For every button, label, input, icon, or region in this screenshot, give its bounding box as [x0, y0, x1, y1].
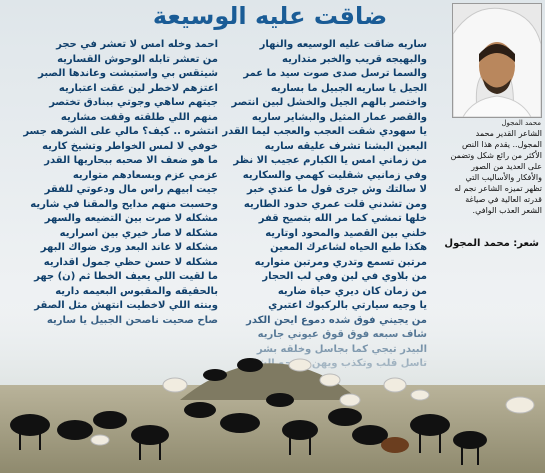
poem-line: هكذا طبع الحياه لشاعرك المعين	[270, 242, 427, 253]
poem-line: واختصر بالهم الجيل والخشل لبين انتصر	[231, 97, 427, 108]
poem-line: مشكله لا حسن حظي جمول اقداريه	[43, 256, 218, 268]
photo-caption: محمد المجول	[501, 119, 541, 127]
poem-line: من تعشر تابله الوحوش القساريه	[57, 53, 218, 65]
poem-line: انتشره .. كيف؟ مالي على الشرهه جسر	[23, 126, 218, 137]
poem-line: خلها تمشي كما مر الله بتصيح قفر	[258, 213, 427, 224]
poem-line: وفي زمانيي شقليت كهمي والسكاريه	[242, 169, 427, 181]
poem-line: من زماني امس يا الكبارم عجيب الا نظر	[233, 155, 427, 166]
poem-line: مشكله لا صرت بين التضيعه والسهر	[44, 213, 218, 224]
poem-title: ضاقت عليه الوسيعة	[152, 2, 388, 30]
poem-line: ومن تشدني قلت عمري حدود الطاريه	[243, 198, 427, 210]
poem-line: ساريه ضاقت عليه الوسيعه والنهار	[259, 39, 427, 50]
poem-line: وحسبت منهم مدايح والمقنا في شاريه	[30, 198, 218, 210]
poem-line: والبهيجه قريب والخبر متداريه	[282, 53, 427, 65]
poem-line: ما هو ضعف الا صحبه ببحاريها القدر	[44, 155, 218, 166]
poem-line: الجيل يا ساريه الجبيل ما بساريه	[270, 82, 427, 94]
poem-line: والقصر عمار المثيل والبشاير ساريه	[251, 111, 427, 123]
poem-line: من زمان كان ديري حياة ضاريه	[277, 285, 427, 297]
poem-line: بالحقيقه والمقبوس البعيمه داريه	[55, 285, 218, 297]
poem-line: اعتزهم لاخطر لين عقت اعتباريه	[58, 82, 218, 94]
poet-portrait-image	[453, 4, 541, 117]
poem-line: مرتبن تسمع وتدري ومرتبن متواريه	[254, 256, 427, 268]
poet-bio: الشاعر القدير محمد المجول.. يقدم هذا النص الأكثر من رائع شكل وتضمن على العديد من الصور والأفكار والأساليب التي تظهر تميزه الشاعر نجم له قدرته العالية في صياغة الشعر العذب الوافي.	[450, 129, 542, 215]
poem-line: مشكله لا صار خيري بين اسراريه	[59, 227, 218, 239]
poem-line: شيتقس بي واستبشت وعاندها الصبر	[38, 68, 218, 79]
author-line: شعر: محمد المجول	[444, 238, 539, 249]
poem-line: جيتهم ساهي وجوتي ببنادق تختصر	[49, 97, 218, 108]
poem-line: عزمي عزم وبسعادهم متواريه	[72, 169, 218, 181]
desert-goats-image	[0, 305, 545, 473]
poem-line: منهم اللي طلقته وقفت مشاريه	[60, 111, 218, 123]
poem-line: من بلاوي في لبن وفي لب الحجار	[262, 271, 427, 282]
poem-line: جيت ابيهم راس مال ودعوتي للفقر	[44, 184, 218, 195]
poem-line: يا سهودي شقت العجب والعجب ليما القدر	[222, 126, 427, 137]
poem-line: البعين البشنا تشرف عليقه ساريه	[264, 140, 427, 152]
poem-line: خلني بين القصيد والمحود اوتاريه	[265, 227, 427, 239]
poet-photo	[452, 3, 542, 118]
poem-line: ما لقيت اللي يعيف الخطا ثم (ن) جهر	[34, 271, 218, 282]
poem-column-left	[18, 38, 218, 328]
poem-line: لا سالتك وش جرى قول ما عندي خبر	[247, 184, 427, 195]
poem-line: احمد وخله امس لا تعشر في حجر	[56, 39, 218, 50]
poem-line: والسما ترسل صدى صوت سيد ما عمر	[243, 68, 427, 79]
poem-line: خوفي لا لمس الخواطر وتشيخ كاريه	[42, 140, 218, 152]
poem-line: مشكله لا عاند البعد ورى ضواك البهر	[40, 242, 218, 253]
goat-herd-photo	[0, 305, 545, 473]
